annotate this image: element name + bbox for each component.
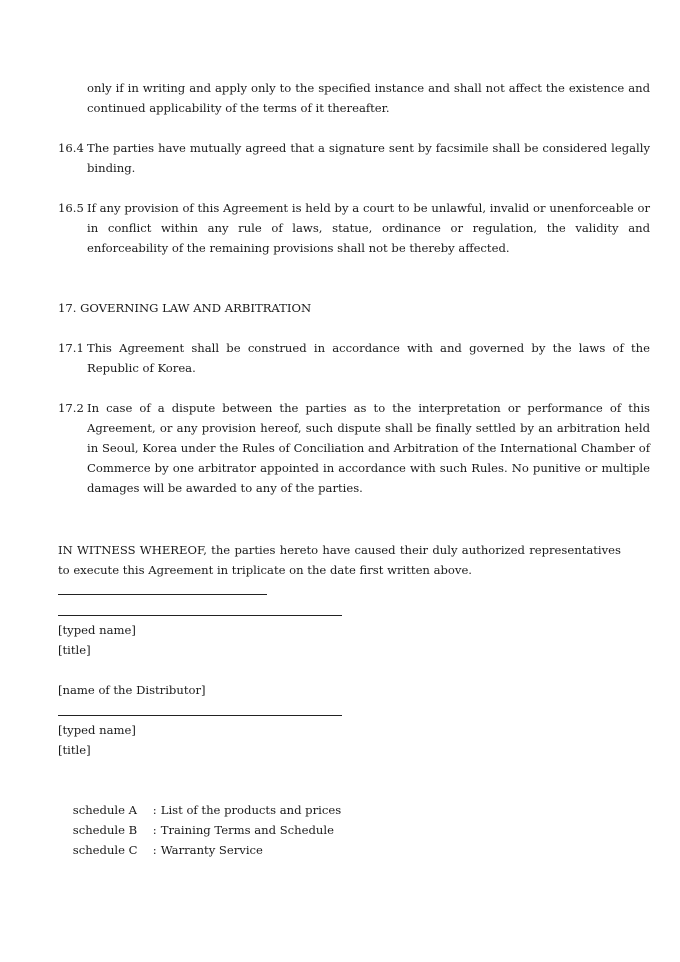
paragraph-text: only if in writing and apply only to the specified instance and shall not affect the existence and continued applicability of the terms of it thereafter.	[87, 81, 650, 115]
section-17-heading	[58, 298, 621, 318]
clause-number: 16.5	[58, 201, 84, 215]
clause-17-2	[58, 398, 650, 498]
witness-paragraph	[58, 540, 621, 580]
signatory-1-title: [title]	[58, 643, 91, 657]
schedule-key: schedule A	[72, 803, 138, 817]
clause-16-5	[58, 198, 650, 258]
signatory-1-typed-name: [typed name]	[58, 623, 136, 637]
schedule-separator: :	[152, 843, 157, 857]
clause-text: This Agreement shall be construed in accordance with and governed by the laws of the Republic of Korea.	[87, 341, 650, 375]
schedule-description: Warranty Service	[160, 843, 263, 857]
schedule-key: schedule C	[72, 843, 138, 857]
clause-number: 16.4	[58, 141, 84, 155]
clause-text: If any provision of this Agreement is held by a court to be unlawful, invalid or unenforceable or in conflict within any rule of laws, statue, ordinance or regulation, the validity and enforceability of the remaining provisions shall not be thereby affected.	[87, 201, 650, 255]
schedule-description: List of the products and prices	[160, 803, 342, 817]
schedule-separator: :	[152, 803, 157, 817]
clause-number: 17.1	[58, 341, 84, 355]
clause-number: 17.2	[58, 401, 84, 415]
schedule-item	[58, 820, 263, 880]
clause-17-1	[58, 338, 650, 378]
clause-text: The parties have mutually agreed that a signature sent by facsimile shall be considered legally binding.	[87, 141, 650, 175]
section-heading: 17. GOVERNING LAW AND ARBITRATION	[58, 301, 312, 315]
signature-line-date	[58, 594, 267, 595]
clause-text: In case of a dispute between the parties as to the interpretation or performance of this Agreement, or any provision hereof, such dispute shall be finally settled by an arbitration held in Seoul, Korea under the Rules of Conciliation and Arbitration of the International Chamber of Commerce by one arbitrator appointed in accordance with such Rules. No punitive or multiple damages will be awarded to any of the parties.	[87, 401, 650, 495]
clause-16-4	[58, 138, 650, 178]
signature-line-2	[58, 715, 342, 716]
schedule-description: Training Terms and Schedule	[160, 823, 334, 837]
signature-line-1	[58, 615, 342, 616]
schedule-separator: :	[152, 823, 157, 837]
signatory-2-title: [title]	[58, 743, 91, 757]
signatory-2-typed-name: [typed name]	[58, 723, 136, 737]
distributor-name: [name of the Distributor]	[58, 683, 206, 697]
section-16-continuation	[58, 78, 650, 118]
witness-text: IN WITNESS WHEREOF, the parties hereto have caused their duly authorized representatives to execute this Agreement in triplicate on the date first written above.	[58, 543, 621, 577]
schedule-key: schedule B	[72, 823, 138, 837]
